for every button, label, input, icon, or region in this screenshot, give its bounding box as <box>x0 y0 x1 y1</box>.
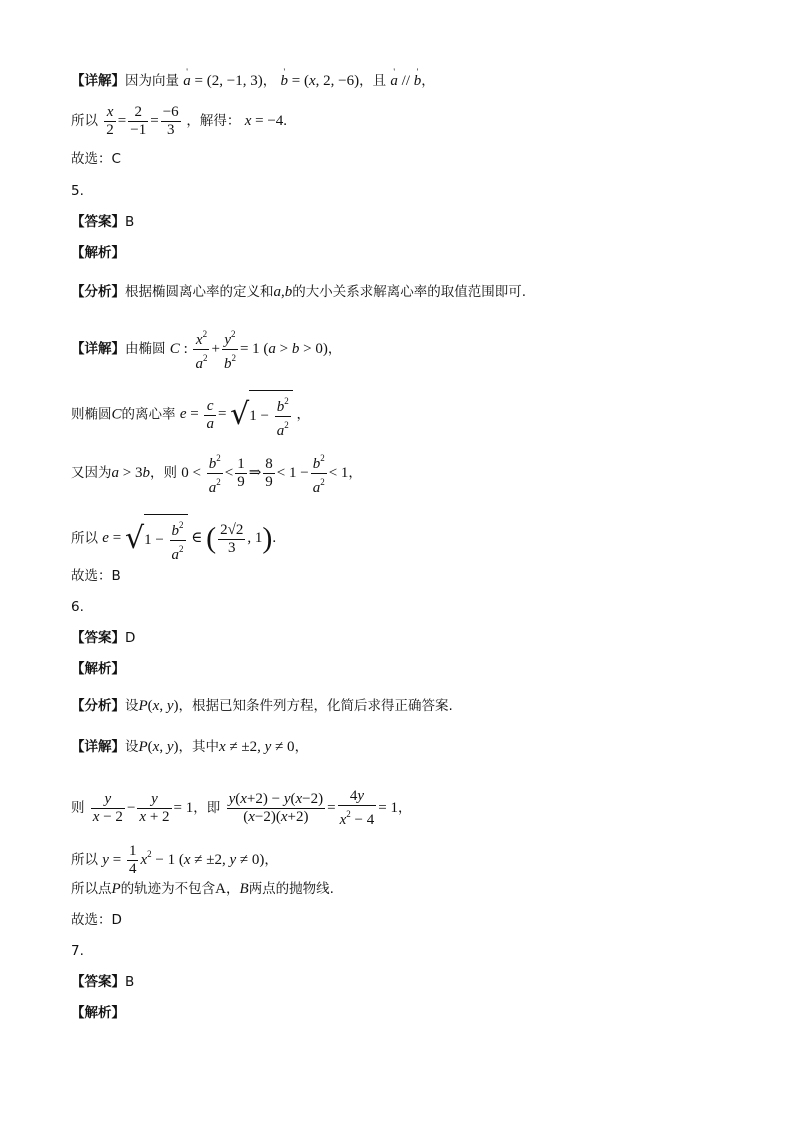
q6-analysis-tag <box>71 660 125 678</box>
q6-detail-line: 【详解】设P(x, y)，其中x ≠ ±2, y ≠ 0， <box>71 739 309 755</box>
q7-answer-line <box>71 973 134 991</box>
answer-tag: 【答案】 <box>71 214 125 230</box>
text: ，且 <box>359 73 387 89</box>
answer-value: B <box>125 974 135 990</box>
math-C: C <box>111 406 122 423</box>
text: 设 <box>125 739 139 755</box>
analysis-tag: 【解析】 <box>71 245 125 261</box>
text: 由椭圆 <box>125 340 166 357</box>
q5-fenxi-line <box>71 283 526 301</box>
eccentricity-range: e = √1 − $\frac{b^2}{a^2}$ ∈ ( $\frac{2√2}{3}$ , 1). <box>102 530 276 546</box>
inequality-a-3b: a > 3b <box>111 464 150 481</box>
math-b: b <box>284 284 293 300</box>
conditions: x ≠ ±2, y ≠ 0 <box>219 739 295 755</box>
q4-choice: 故选：C <box>71 151 121 167</box>
q5-detail-line: 【详解】由椭圆 C : $\frac{x^2}{a^2}$ + $\frac{y^2}{b^2}$ = 1 (a > b > 0)， <box>71 326 341 373</box>
solution: x = −4. <box>244 112 288 129</box>
text: 因为向量 <box>125 73 179 89</box>
q6-number: 6. <box>71 599 84 615</box>
q5-analysis-tag <box>71 244 125 262</box>
point-P: P(x, y) <box>138 739 179 755</box>
text: ，解得： <box>186 112 241 129</box>
eccentricity-equation: e = $\frac{c}{a}$ = √1 − $\frac{b^2}{a^2}$ <box>180 406 297 422</box>
point-B: B <box>239 881 249 897</box>
text: ，其中 <box>178 739 220 755</box>
text: 两点的抛物线. <box>248 881 334 897</box>
q6-result-line: 所以 y = $\frac{1}{4}$ $x^2 - 1$ (x ≠ ±2, y ≠ 0)， <box>71 843 278 877</box>
text: 设 <box>125 698 139 714</box>
vector-b-expression: ' b = (x, 2, −6) <box>281 73 360 89</box>
answer-tag: 【答案】 <box>71 630 125 646</box>
text: ，即 <box>193 799 221 816</box>
q5-choice: 故选：B <box>71 568 121 584</box>
fenxi-tag: 【分析】 <box>71 698 125 714</box>
vector-a-expression: ' a = (2, −1, 3) <box>183 73 262 89</box>
q4-ratio-line <box>71 104 287 139</box>
text: ，根据已知条件列方程，化简后求得正确答案. <box>178 698 453 714</box>
detail-tag: 【详解】 <box>71 73 125 89</box>
q4-detail-line: 【详解】因为向量 ' a = (2, −1, 3)， ' b = (x, 2, −6)，且 ' a // ' b， <box>71 72 435 90</box>
point-P: P(x, y) <box>138 698 179 714</box>
text: 的轨迹为不包含 <box>120 881 216 897</box>
detail-tag: 【详解】 <box>71 340 125 357</box>
q5-answer-line <box>71 213 134 231</box>
text: 则 <box>71 799 85 816</box>
analysis-tag: 【解析】 <box>71 661 125 677</box>
text: 的离心率 <box>121 406 176 423</box>
q6-locus-line: 所以点P的轨迹为不包含A，B两点的抛物线. <box>71 881 334 897</box>
analysis-tag: 【解析】 <box>71 1005 125 1021</box>
q6-choice: 故选：D <box>71 912 122 928</box>
answer-value: D <box>125 630 136 646</box>
fenxi-tag: 【分析】 <box>71 284 125 300</box>
ellipse-equation: C : $\frac{x^2}{a^2}$ + $\frac{y^2}{b^2}$ = 1 (a > b > 0) <box>170 341 328 357</box>
math-P: P <box>111 881 121 897</box>
slope-equation: $\frac{y}{x - 2}$ − $\frac{y}{x + 2}$ = 1 <box>92 791 194 825</box>
q7-analysis-tag <box>71 1004 125 1022</box>
q6-equation-line: 则 $\frac{y}{x - 2}$ − $\frac{y}{x + 2}$ = 1，即 $\frac{y(x+2) - y(x-2)}{(x-2)(x+2)}$ = $\frac{4y}{x^2 - 4}$ = 1， <box>71 788 412 828</box>
text: 又因为 <box>71 464 112 481</box>
answer-value: B <box>125 214 135 230</box>
text: 所以 <box>71 112 98 129</box>
parabola-equation: y = $\frac{1}{4}$ $x^2 - 1$ (x ≠ ±2, y ≠ 0) <box>102 843 265 877</box>
q7-number: 7. <box>71 943 84 959</box>
text: 所以 <box>71 530 98 547</box>
q5-ecc-line: 则椭圆C的离心率 e = $\frac{c}{a}$ = √1 − $\frac{b^2}{a^2}$ ， <box>71 390 310 440</box>
q5-number: 5. <box>71 183 84 199</box>
q6-answer-line <box>71 629 135 647</box>
answer-tag: 【答案】 <box>71 974 125 990</box>
q5-also-line: 又因为a > 3b，则 0 < $\frac{b^2}{a^2}$ < $\frac{1}{9}$ ⇒ $\frac{8}{9}$ < 1 − $\frac{b^2}{a^2}$ < 1， <box>71 450 362 497</box>
inequality-chain: 0 < $\frac{b^2}{a^2}$ < $\frac{1}{9}$ ⇒ $\frac{8}{9}$ < 1 − $\frac{b^2}{a^2}$ < 1 <box>181 465 348 481</box>
ratio-equation: $\frac{x}{2}$ = $\frac{2}{-1}$ = $\frac{-6}{3}$ <box>106 104 179 138</box>
text: 则椭圆 <box>71 406 112 423</box>
text: 所以 <box>71 851 98 868</box>
simplified-equation: $\frac{y(x+2) - y(x-2)}{(x-2)(x+2)}$ = $\frac{4y}{x^2 - 4}$ = 1 <box>228 788 398 828</box>
detail-tag: 【详解】 <box>71 739 125 755</box>
text: 根据椭圆离心率的定义和 <box>125 284 274 300</box>
parallel-expression: ' a // ' b <box>390 73 421 89</box>
q5-result-line <box>71 514 276 564</box>
math-ab: a <box>273 284 281 300</box>
q6-fenxi-line <box>71 697 453 715</box>
comma: , <box>281 284 285 300</box>
text: 所以点 <box>71 881 112 897</box>
text: 的大小关系求解离心率的取值范围即可. <box>292 284 527 300</box>
point-A: A <box>215 881 227 897</box>
text: ，则 <box>149 464 177 481</box>
